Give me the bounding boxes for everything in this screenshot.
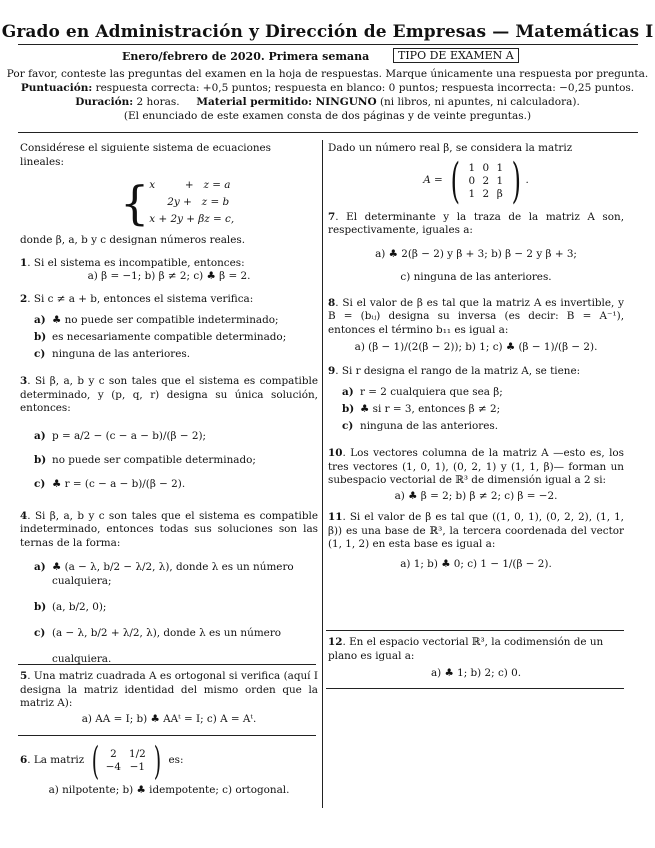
option-a: a) ♣ no puede ser compatible indeterminado;	[34, 314, 279, 326]
question-1-options: a) β = −1; b) β ≠ 2; c) ♣ β = 2.	[87, 270, 251, 282]
question-2-options	[34, 312, 318, 363]
title-rule	[18, 44, 638, 45]
exam-type-box: TIPO DE EXAMEN A	[393, 48, 519, 63]
option-c: c) ninguna de las anteriores.	[342, 420, 499, 432]
question-8: 8. Si el valor de β es tal que la matriz A es invertible, y B = (bᵢⱼ) designa su inversa (es decir: B = A⁻¹), entonces el término b₁₁ es igual a:	[328, 296, 624, 336]
question-2: 2. Si c ≠ a + b, entonces el sistema verifica:	[20, 292, 254, 305]
question-5-options: a) AA = I; b) ♣ AAᵗ = I; c) A = Aᵗ.	[81, 712, 257, 725]
question-1: 1. Si el sistema es incompatible, entonces:	[20, 256, 245, 269]
right-rule-1	[326, 630, 624, 631]
left-column	[20, 142, 318, 672]
option-b: b) (a, b/2, 0);	[34, 601, 107, 613]
option-b: b) no puede ser compatible determinado;	[34, 453, 256, 466]
duration-text: 2 horas.	[136, 96, 180, 108]
score-label: Puntuación:	[20, 82, 93, 94]
right-column	[328, 142, 624, 571]
question-6-options: a) nilpotente; b) ♣ idempotente; c) ortogonal.	[48, 784, 290, 796]
column-divider	[322, 140, 323, 808]
question-12: 12. En el espacio vectorial ℝ³, la codimensión de un plano es igual a:	[328, 636, 604, 662]
option-b: b) es necesariamente compatible determinado;	[34, 331, 287, 343]
question-10: 10. Los vectores columna de la matriz A —esto es, los tres vectores (1, 0, 1), (0, 2, 1) y (1, 1, β)— forman un subespacio vectorial de ℝ³ de dimensión igual a 2 si:	[328, 447, 624, 486]
question-11: 11. Si el valor de β es tal que ((1, 0, 1), (0, 2, 2), (1, 1, β)) es una base de ℝ³, la tercera coordenada del vector (1, 1, 2) en esta base es igual a:	[328, 511, 624, 550]
material-label: Material permitido: NINGUNO	[196, 96, 377, 108]
question-7: 7. El determinante y la traza de la matriz A son, respectivamente, iguales a:	[328, 210, 625, 236]
question-11-options: a) 1; b) ♣ 0; c) 1 − 1/(β − 2).	[400, 557, 552, 570]
question-9: 9. Si r designa el rango de la matriz A, se tiene:	[328, 364, 581, 377]
question-3: 3. Si β, a, b y c son tales que el sistema es compatible determinado, y (p, q, r) designa su única solución, entonces:	[20, 375, 318, 414]
score-line	[0, 81, 655, 95]
exam-title: Grado en Administración y Dirección de Empresas — Matemáticas I	[1, 22, 654, 42]
question-5: 5. Una matriz cuadrada A es ortogonal si verifica (aquí I designa la matriz identidad del mismo orden que la matriz A):	[20, 670, 318, 709]
question-12-block	[328, 636, 624, 681]
option-c: c) (a − λ, b/2 + λ/2, λ), donde λ es un número cualquiera.	[34, 627, 282, 665]
question-6-block	[20, 739, 318, 798]
equation-system: { x + z = a 2y + z = b x + 2y + βz = c,	[120, 175, 235, 230]
option-a: a) r = 2 cualquiera que sea β;	[342, 386, 503, 398]
question-12-options: a) ♣ 1; b) 2; c) 0.	[430, 667, 522, 679]
duration-label: Duración:	[75, 96, 134, 108]
score-text: respuesta correcta: +0,5 puntos; respuesta en blanco: 0 puntos; respuesta incorrecta: −0,25 puntos.	[95, 82, 635, 94]
question-9-options	[342, 384, 624, 435]
question-10-options: a) ♣ β = 2; b) β ≠ 2; c) β = −2.	[394, 489, 558, 502]
question-4: 4. Si β, a, b y c son tales que el sistema es compatible indeterminado, entonces todas sus soluciones son las ternas de la forma:	[20, 509, 318, 549]
equation-2: 2y + z = b	[167, 196, 230, 208]
question-7-option-c: c) ninguna de las anteriores.	[400, 271, 552, 283]
q6-matrix: ( 2 1/2 −4 −1 )	[91, 739, 162, 783]
option-c: c) ♣ r = (c − a − b)/(β − 2).	[34, 477, 186, 490]
equation-3: x + 2y + βz = c,	[149, 213, 235, 225]
system-intro-2: donde β, a, b y c designan números reales.	[20, 234, 246, 246]
question-7-options: a) ♣ 2(β − 2) y β + 3; b) β − 2 y β + 3;	[375, 247, 577, 260]
option-c: c) ninguna de las anteriores.	[34, 348, 191, 360]
question-3-options	[34, 424, 318, 496]
option-a: a) ♣ (a − λ, b/2 − λ/2, λ), donde λ es un número cualquiera;	[34, 561, 294, 587]
header-rule	[18, 132, 638, 133]
material-text: (ni libros, ni apuntes, ni calculadora).	[379, 96, 580, 108]
question-8-options: a) (β − 1)/(2(β − 2)); b) 1; c) ♣ (β − 1)/(β − 2).	[354, 341, 598, 353]
exam-note: (El enunciado de este examen consta de dos páginas y de veinte preguntas.)	[123, 110, 532, 122]
left-rule-1	[18, 664, 316, 665]
option-a: a) p = a/2 − (c − a − b)/(β − 2);	[34, 429, 207, 442]
equation-1: x + z = a	[149, 179, 231, 191]
question-6: 6 . La matriz ( 2 1/2 −4 −1 ) es:	[20, 739, 184, 783]
left-rule-2	[18, 735, 316, 736]
matrix-a: A = ( 1 0 1 0 2 1 1 2 β ) .	[423, 153, 529, 209]
right-rule-2	[326, 688, 624, 689]
exam-date: Enero/febrero de 2020. Primera semana	[122, 50, 370, 63]
system-intro: Considérese el siguiente sistema de ecuaciones lineales:	[20, 142, 272, 168]
duration-line	[0, 95, 655, 109]
matrix-intro: Dado un número real β, se considera la matriz	[328, 142, 573, 154]
question-4-options	[34, 560, 318, 672]
instructions: Por favor, conteste las preguntas del examen en la hoja de respuestas. Marque únicamente una respuesta por pregunta.	[6, 68, 649, 80]
question-5-block	[20, 670, 318, 726]
option-b: b) ♣ si r = 3, entonces β ≠ 2;	[342, 403, 501, 415]
